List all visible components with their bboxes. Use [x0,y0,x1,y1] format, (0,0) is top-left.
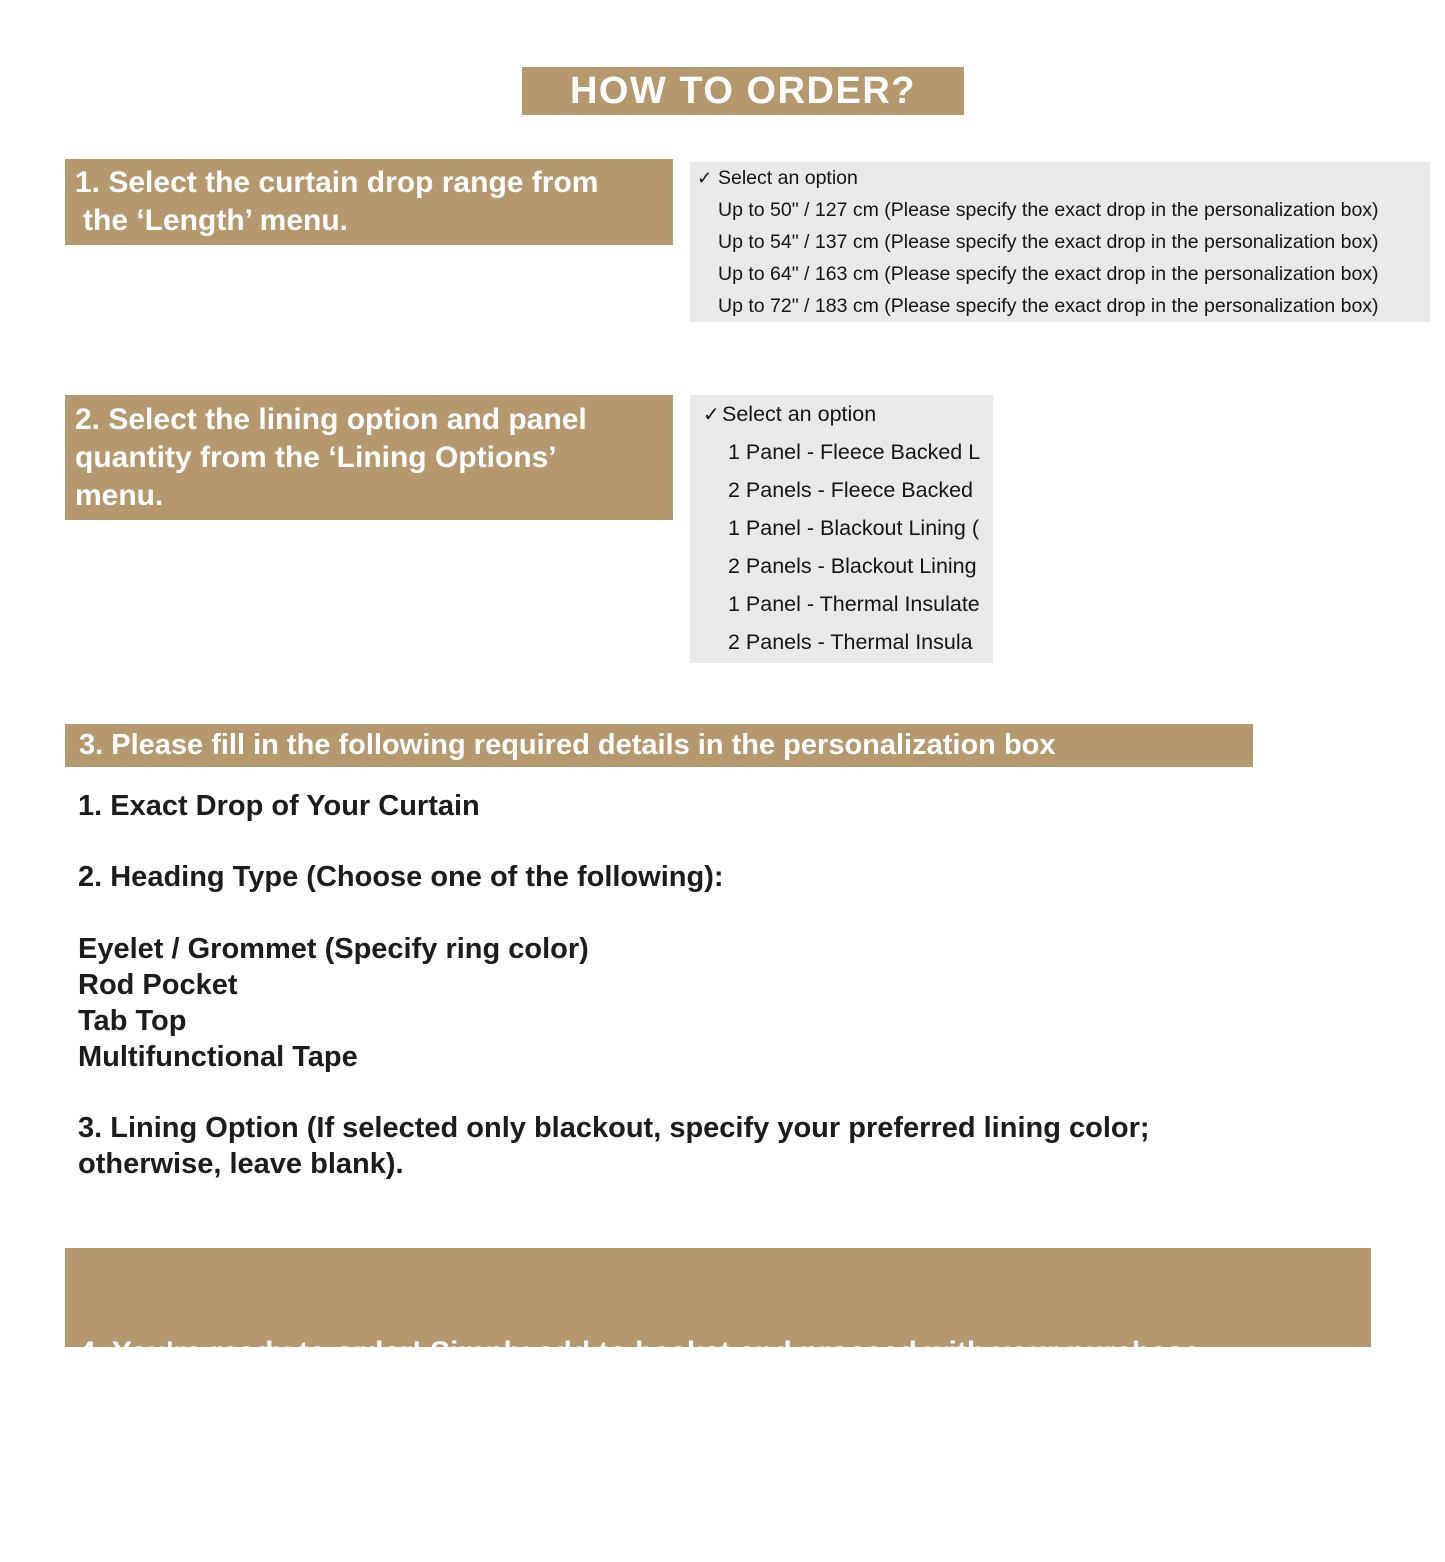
page-title-text: HOW TO ORDER? [569,69,916,112]
lining-dropdown-selected-row[interactable] [690,395,993,433]
lining-dropdown-option[interactable]: 1 Panel - Fleece Backed L [728,439,981,464]
detail-line-exact-drop: 1. Exact Drop of Your Curtain [78,790,480,822]
length-dropdown-option[interactable]: Up to 54" / 137 cm (Please specify the exact drop in the personalization box) [718,230,1379,253]
lining-dropdown-selected-label: Select an option [722,401,877,426]
detail-line-lining-option-cont: otherwise, leave blank). [78,1148,404,1180]
lining-dropdown-option[interactable]: 1 Panel - Thermal Insulate [728,591,980,616]
step1-line1: 1. Select the curtain drop range from [75,166,599,199]
step4-line1: 4. You're ready to order! Simply add to basket and proceed with your purchase. [79,1336,1209,1369]
step3-instruction-banner [65,724,1253,767]
length-dropdown-option[interactable]: Up to 64" / 163 cm (Please specify the exact drop in the personalization box) [718,262,1379,285]
step4-instruction-banner [65,1248,1371,1483]
length-dropdown-menu [690,162,1430,322]
lining-dropdown-option[interactable]: 2 Panels - Blackout Lining [728,553,977,578]
detail-line-lining-option: 3. Lining Option (If selected only blackout, specify your preferred lining color; [78,1112,1150,1144]
step2-instruction [65,395,673,520]
step2-line2: quantity from the ‘Lining Options’ [75,441,557,474]
detail-line-rod-pocket: Rod Pocket [78,969,238,1001]
detail-line-eyelet-grommet: Eyelet / Grommet (Specify ring color) [78,933,589,965]
checkmark-icon: ✓ [703,403,720,426]
page-title [522,67,964,115]
lining-dropdown-option[interactable]: 2 Panels - Fleece Backed [728,477,973,502]
lining-options-dropdown-menu [690,395,993,663]
step1-line2: the ‘Length’ menu. [83,204,349,237]
step1-instruction [65,159,673,245]
lining-dropdown-option[interactable]: 2 Panels - Thermal Insula [728,629,973,654]
detail-line-heading-type: 2. Heading Type (Choose one of the following): [78,861,724,893]
length-dropdown-option[interactable]: Up to 50" / 127 cm (Please specify the exact drop in the personalization box) [718,198,1379,221]
length-dropdown-option[interactable]: Up to 72" / 183 cm (Please specify the exact drop in the personalization box) [718,294,1379,317]
step2-line3: menu. [75,479,164,512]
detail-line-tab-top: Tab Top [78,1005,187,1037]
lining-dropdown-option[interactable]: 1 Panel - Blackout Lining ( [728,515,979,540]
detail-line-multifunctional-tape: Multifunctional Tape [78,1041,358,1073]
length-dropdown-selected-row[interactable] [690,162,1430,194]
step4-line2: If you have any questions, feel free to reach out. [79,1450,766,1483]
checkmark-icon: ✓ [697,167,713,188]
step2-line1: 2. Select the lining option and panel [75,403,587,436]
length-dropdown-selected-label: Select an option [718,166,858,189]
step3-banner-text: 3. Please fill in the following required details in the personalization box [79,729,1056,761]
